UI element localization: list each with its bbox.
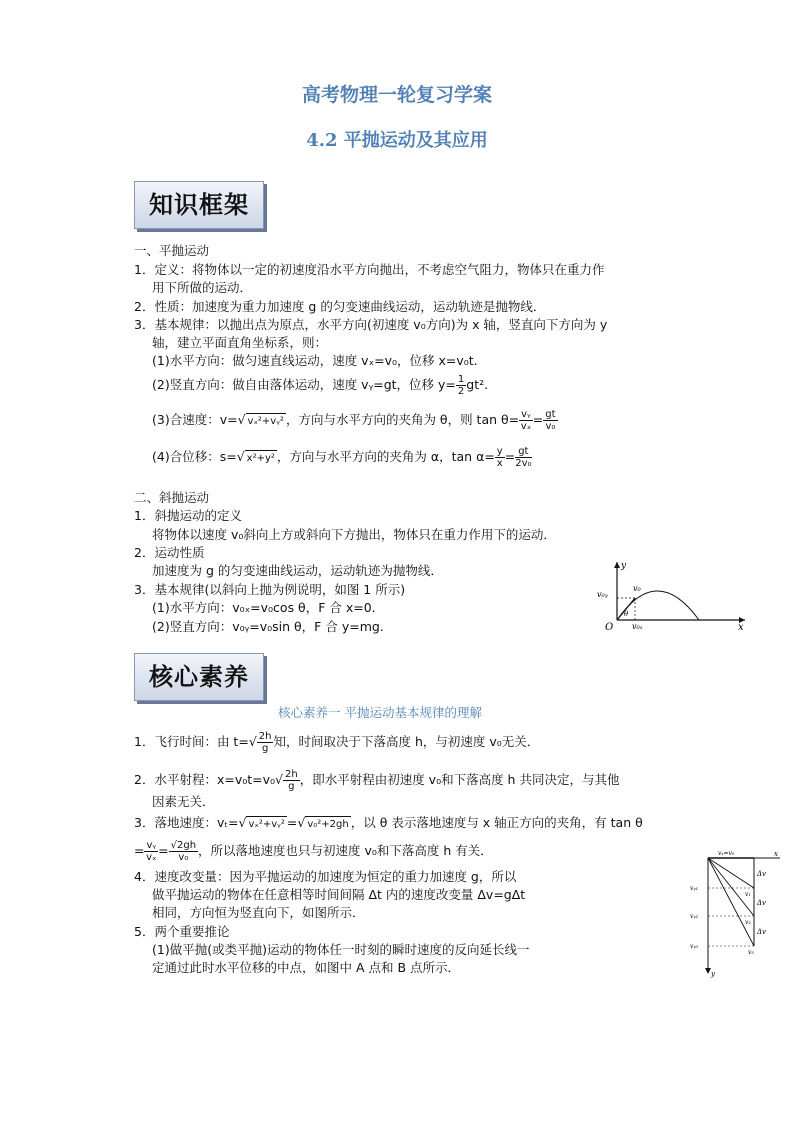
figure-label-y: y — [621, 561, 627, 571]
figure-label-vx: vₓ=v₀ — [718, 850, 735, 857]
paragraph-line: 加速度为 g 的匀变速曲线运动，运动轨迹为抛物线． — [152, 563, 443, 578]
paragraph-line: 1．定义：将物体以一定的初速度沿水平方向抛出，不考虑空气阻力，物体只在重力作 — [134, 262, 605, 277]
sqrt-radicand: x²+y² — [245, 450, 277, 467]
fraction-numerator: gt — [545, 409, 556, 420]
section-heading: 一、平抛运动 — [134, 243, 210, 258]
formula-line — [134, 731, 539, 754]
formula-text: ，方向与水平方向的夹角为 θ，则 tan θ= — [285, 412, 520, 427]
paragraph-line: 定通过此时水平位移的中点，如图中 A 点和 B 点所示． — [152, 960, 461, 975]
y-axis-arrow — [614, 562, 620, 568]
formula-text: ，以 θ 表示落地速度与 x 轴正方向的夹角，有 tan θ — [350, 815, 643, 830]
fraction-numerator: 2h — [285, 769, 298, 780]
fraction — [169, 840, 198, 863]
fraction-numerator: vᵧ — [146, 840, 157, 851]
formula-line — [134, 769, 619, 792]
paragraph-line: 2．性质：加速度为重力加速度 g 的匀变速曲线运动，运动轨迹是抛物线． — [134, 299, 546, 314]
figure-label-v0: v₀ — [633, 584, 641, 593]
formula-text: 知，时间取决于下落高度 h，与初速度 v₀无关． — [273, 734, 540, 749]
equals: = — [158, 843, 169, 858]
paragraph-line: (1)做平抛(或类平抛)运动的物体任一时刻的瞬时速度的反向延长线一 — [152, 942, 530, 957]
fraction — [495, 446, 505, 469]
formula-text: gt². — [466, 377, 489, 392]
figure-label-x: x — [774, 850, 778, 858]
equals: = — [532, 412, 544, 427]
figure-label-y: y — [711, 970, 715, 978]
velocity-vector-v3 — [708, 858, 754, 946]
sqrt-symbol: √ — [275, 772, 283, 787]
document-title: 高考物理一轮复习学案 — [301, 84, 492, 106]
paragraph-line: 做平抛运动的物体在任意相等时间间隔 Δt 内的速度改变量 Δv=gΔt — [152, 887, 526, 902]
fraction-denominator: vₓ — [520, 421, 532, 432]
equals: = — [286, 815, 298, 830]
figure-label-v0y: v₀ᵧ — [597, 590, 608, 599]
fraction-denominator: g — [261, 743, 269, 754]
figure-label-v1: v₁ — [745, 891, 751, 898]
banner-knowledge-framework: 知识框架 — [134, 181, 264, 229]
fraction-numerator: 1 — [457, 374, 465, 385]
paragraph-line: 2．运动性质 — [134, 545, 205, 560]
velocity-vector-v2 — [708, 858, 754, 916]
fraction-numerator: y — [496, 446, 503, 457]
sqrt-symbol: √ — [236, 449, 245, 464]
fraction — [515, 446, 531, 469]
formula-line — [152, 409, 558, 432]
sqrt-symbol: √ — [248, 734, 257, 749]
paragraph-line: 5．两个重要推论 — [134, 924, 230, 939]
paragraph-line: 用下所做的运动． — [152, 280, 253, 295]
fraction-denominator: x — [496, 458, 503, 469]
paragraph-line: 轴，建立平面直角坐标系，则： — [152, 335, 328, 350]
fraction-numerator: 2h — [258, 731, 272, 742]
formula-text: 3．落地速度：vₜ= — [134, 815, 239, 830]
paragraph-line: 将物体以速度 v₀斜向上方或斜向下方抛出，物体只在重力作用下的运动． — [152, 527, 556, 542]
equals: = — [504, 449, 516, 464]
fraction-denominator: 2 — [457, 386, 465, 397]
fraction-denominator: v₀ — [545, 421, 556, 432]
figure-label-origin: O — [605, 622, 614, 633]
figure-label-x: x — [738, 622, 744, 633]
formula-text: ，所以落地速度也只与初速度 v₀和下落高度 h 有关． — [198, 843, 493, 858]
banner-core-literacy: 核心素养 — [134, 653, 264, 701]
formula-line: (1)水平方向：做匀速直线运动，速度 vₓ=v₀，位移 x=v₀t. — [152, 353, 478, 368]
paragraph-line: 因素无关． — [152, 794, 215, 809]
fraction-denominator: vₓ — [146, 852, 157, 863]
velocity-change-figure — [688, 846, 784, 978]
velocity-vector-v1 — [708, 858, 754, 888]
formula-line: (2)竖直方向：v₀ᵧ=v₀sin θ，F 合 y=mg. — [152, 619, 384, 634]
sqrt-symbol: √ — [297, 815, 306, 830]
fraction — [456, 374, 466, 397]
fraction-denominator: v₀ — [178, 852, 189, 863]
paragraph-line: 4．速度改变量：因为平抛运动的加速度为恒定的重力加速度 g，所以 — [134, 869, 517, 884]
fraction — [144, 840, 158, 863]
figure-label-theta: θ — [624, 610, 629, 618]
fraction-numerator: vᵧ — [521, 409, 531, 420]
paragraph-line: 相同，方向恒为竖直向下，如图所示． — [152, 905, 365, 920]
sqrt-symbol: √ — [238, 815, 247, 830]
formula-text: ，即水平射程由初速度 v₀和下落高度 h 共同决定，与其他 — [299, 772, 620, 787]
figure-label-dv: Δv — [757, 870, 767, 878]
paragraph-line: 1．斜抛运动的定义 — [134, 508, 242, 523]
formula-text: (4)合位移：s= — [152, 449, 237, 464]
sqrt-radicand: vₓ²+vᵧ² — [246, 413, 286, 430]
oblique-projectile-figure — [595, 558, 755, 634]
figure-label-vy2: vᵧ₂ — [690, 913, 699, 920]
equals: = — [134, 843, 145, 858]
figure-label-dv: Δv — [757, 928, 767, 936]
formula-line — [134, 815, 643, 833]
formula-line — [152, 446, 532, 469]
fraction — [283, 769, 300, 792]
sqrt-radicand: v₀²+2gh — [305, 816, 350, 833]
paragraph-line: 3．基本规律(以斜向上抛为例说明，如图 1 所示) — [134, 582, 406, 597]
fraction — [257, 731, 274, 754]
formula-line — [152, 374, 488, 397]
formula-line: (1)水平方向：v₀ₓ=v₀cos θ，F 合 x=0. — [152, 600, 376, 615]
lesson-title: 4.2 平抛运动及其应用 — [306, 130, 488, 151]
section-heading: 二、斜抛运动 — [134, 490, 210, 505]
fraction-numerator: gt — [515, 446, 531, 458]
formula-text: (2)竖直方向：做自由落体运动，速度 vᵧ=gt，位移 y= — [152, 377, 456, 392]
fraction-numerator: √2gh — [170, 840, 197, 851]
core-subheading: 核心素养一 平抛运动基本规律的理解 — [278, 705, 482, 720]
formula-text: (3)合速度：v= — [152, 412, 238, 427]
fraction — [519, 409, 533, 432]
paragraph-line: 3．基本规律：以抛出点为原点，水平方向(初速度 v₀方向)为 x 轴，竖直向下方向为 y — [134, 317, 608, 332]
fraction-denominator: g — [288, 781, 295, 792]
figure-label-dv: Δv — [757, 899, 767, 907]
sqrt-radicand: vₓ²+vᵧ² — [246, 816, 286, 833]
formula-text: 1．飞行时间：由 t= — [134, 734, 249, 749]
figure-label-v2: v₂ — [745, 919, 751, 926]
figure-label-vy3: vᵧ₃ — [690, 943, 699, 950]
formula-text: ，方向与水平方向的夹角为 α，tan α= — [276, 449, 495, 464]
formula-line — [134, 840, 493, 863]
formula-text: 2．水平射程：x=v₀t=v₀ — [134, 772, 276, 787]
fraction — [543, 409, 557, 432]
fraction-denominator: 2v₀ — [515, 458, 532, 469]
sqrt-symbol: √ — [237, 412, 246, 427]
figure-label-v0x: v₀ₓ — [632, 622, 643, 631]
figure-label-v3: v₃ — [748, 949, 754, 956]
figure-label-vy1: vᵧ₁ — [690, 885, 699, 892]
